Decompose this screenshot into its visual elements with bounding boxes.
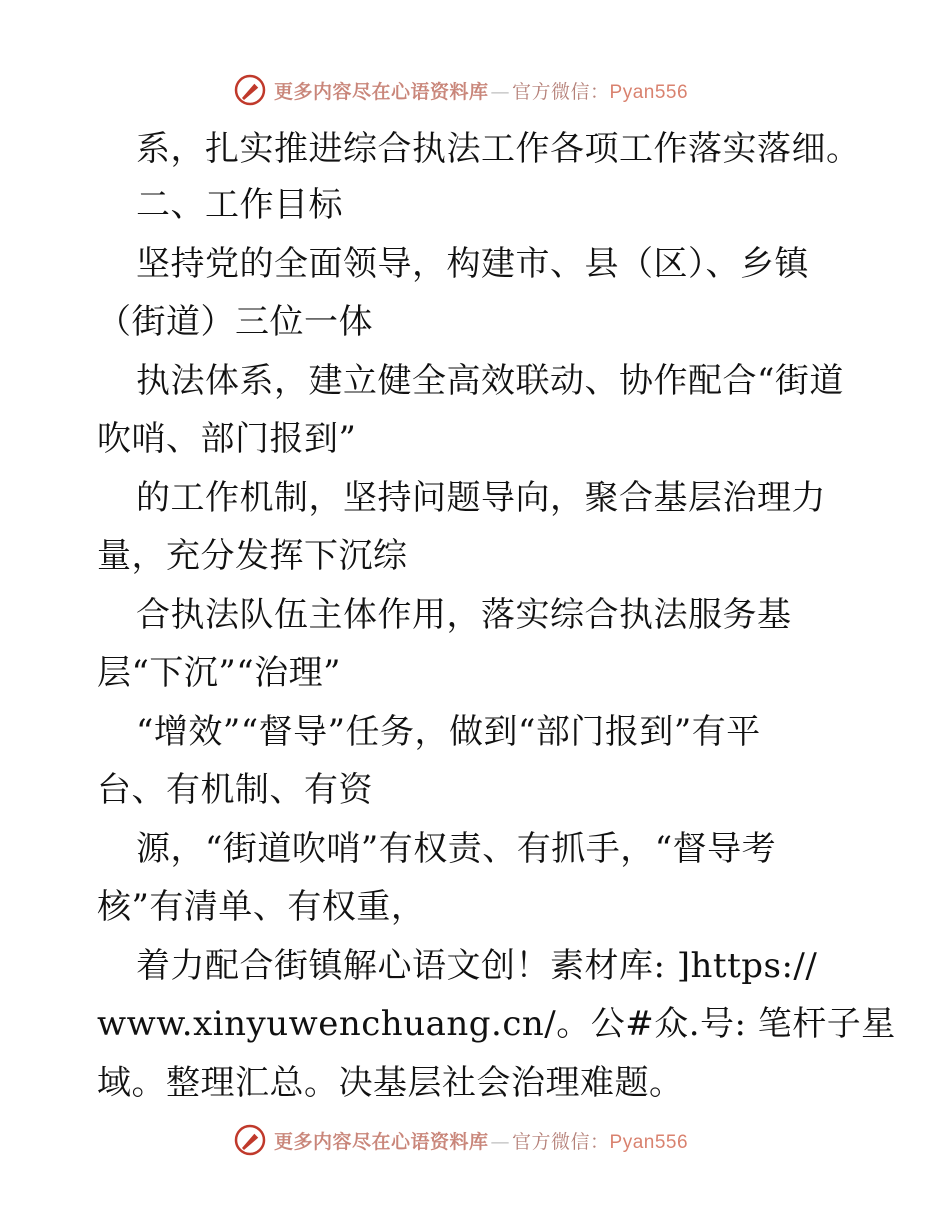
text-line: 系，扎实推进综合执法工作各项工作落实落细。 bbox=[136, 129, 861, 169]
text-line: 坚持党的全面领导，构建市、县（区）、乡镇 bbox=[136, 244, 809, 284]
banner-text: 更多内容尽在心语资料库 — 官方微信：Pyan556 bbox=[274, 80, 689, 103]
text-line: （街道）三位一体 bbox=[97, 302, 373, 342]
text-line: 量，充分发挥下沉综 bbox=[97, 536, 408, 576]
text-line: 的工作机制，坚持问题导向，聚合基层治理力 bbox=[136, 478, 826, 518]
text-line: 合执法队伍主体作用，落实综合执法服务基 bbox=[136, 595, 792, 635]
pen-nib-logo-icon bbox=[232, 72, 268, 108]
text-line: www.xinyuwenchuang.cn/。公#众.号: 笔杆子星 bbox=[97, 1004, 896, 1044]
text-line: 源，“街道吹哨”有权责、有抓手，“督导考 bbox=[136, 829, 777, 869]
text-line: 执法体系，建立健全高效联动、协作配合“街道 bbox=[136, 361, 844, 401]
footer-banner bbox=[232, 1120, 712, 1160]
banner-text: 更多内容尽在心语资料库 — 官方微信：Pyan556 bbox=[274, 1130, 689, 1153]
text-line: 台、有机制、有资 bbox=[97, 770, 373, 810]
header-banner bbox=[232, 70, 712, 110]
text-line: 层“下沉”“治理” bbox=[97, 653, 342, 693]
text-line: “增效”“督导”任务，做到“部门报到”有平 bbox=[136, 712, 761, 752]
text-line: 核”有清单、有权重， bbox=[97, 887, 426, 927]
text-line: 域。整理汇总。决基层社会治理难题。 bbox=[97, 1063, 684, 1103]
text-line: 吹哨、部门报到” bbox=[97, 419, 357, 459]
pen-nib-logo-icon bbox=[232, 1122, 268, 1158]
section-heading: 二、工作目标 bbox=[136, 185, 343, 225]
text-line: 着力配合街镇解心语文创！素材库: ]https:// bbox=[136, 946, 818, 986]
